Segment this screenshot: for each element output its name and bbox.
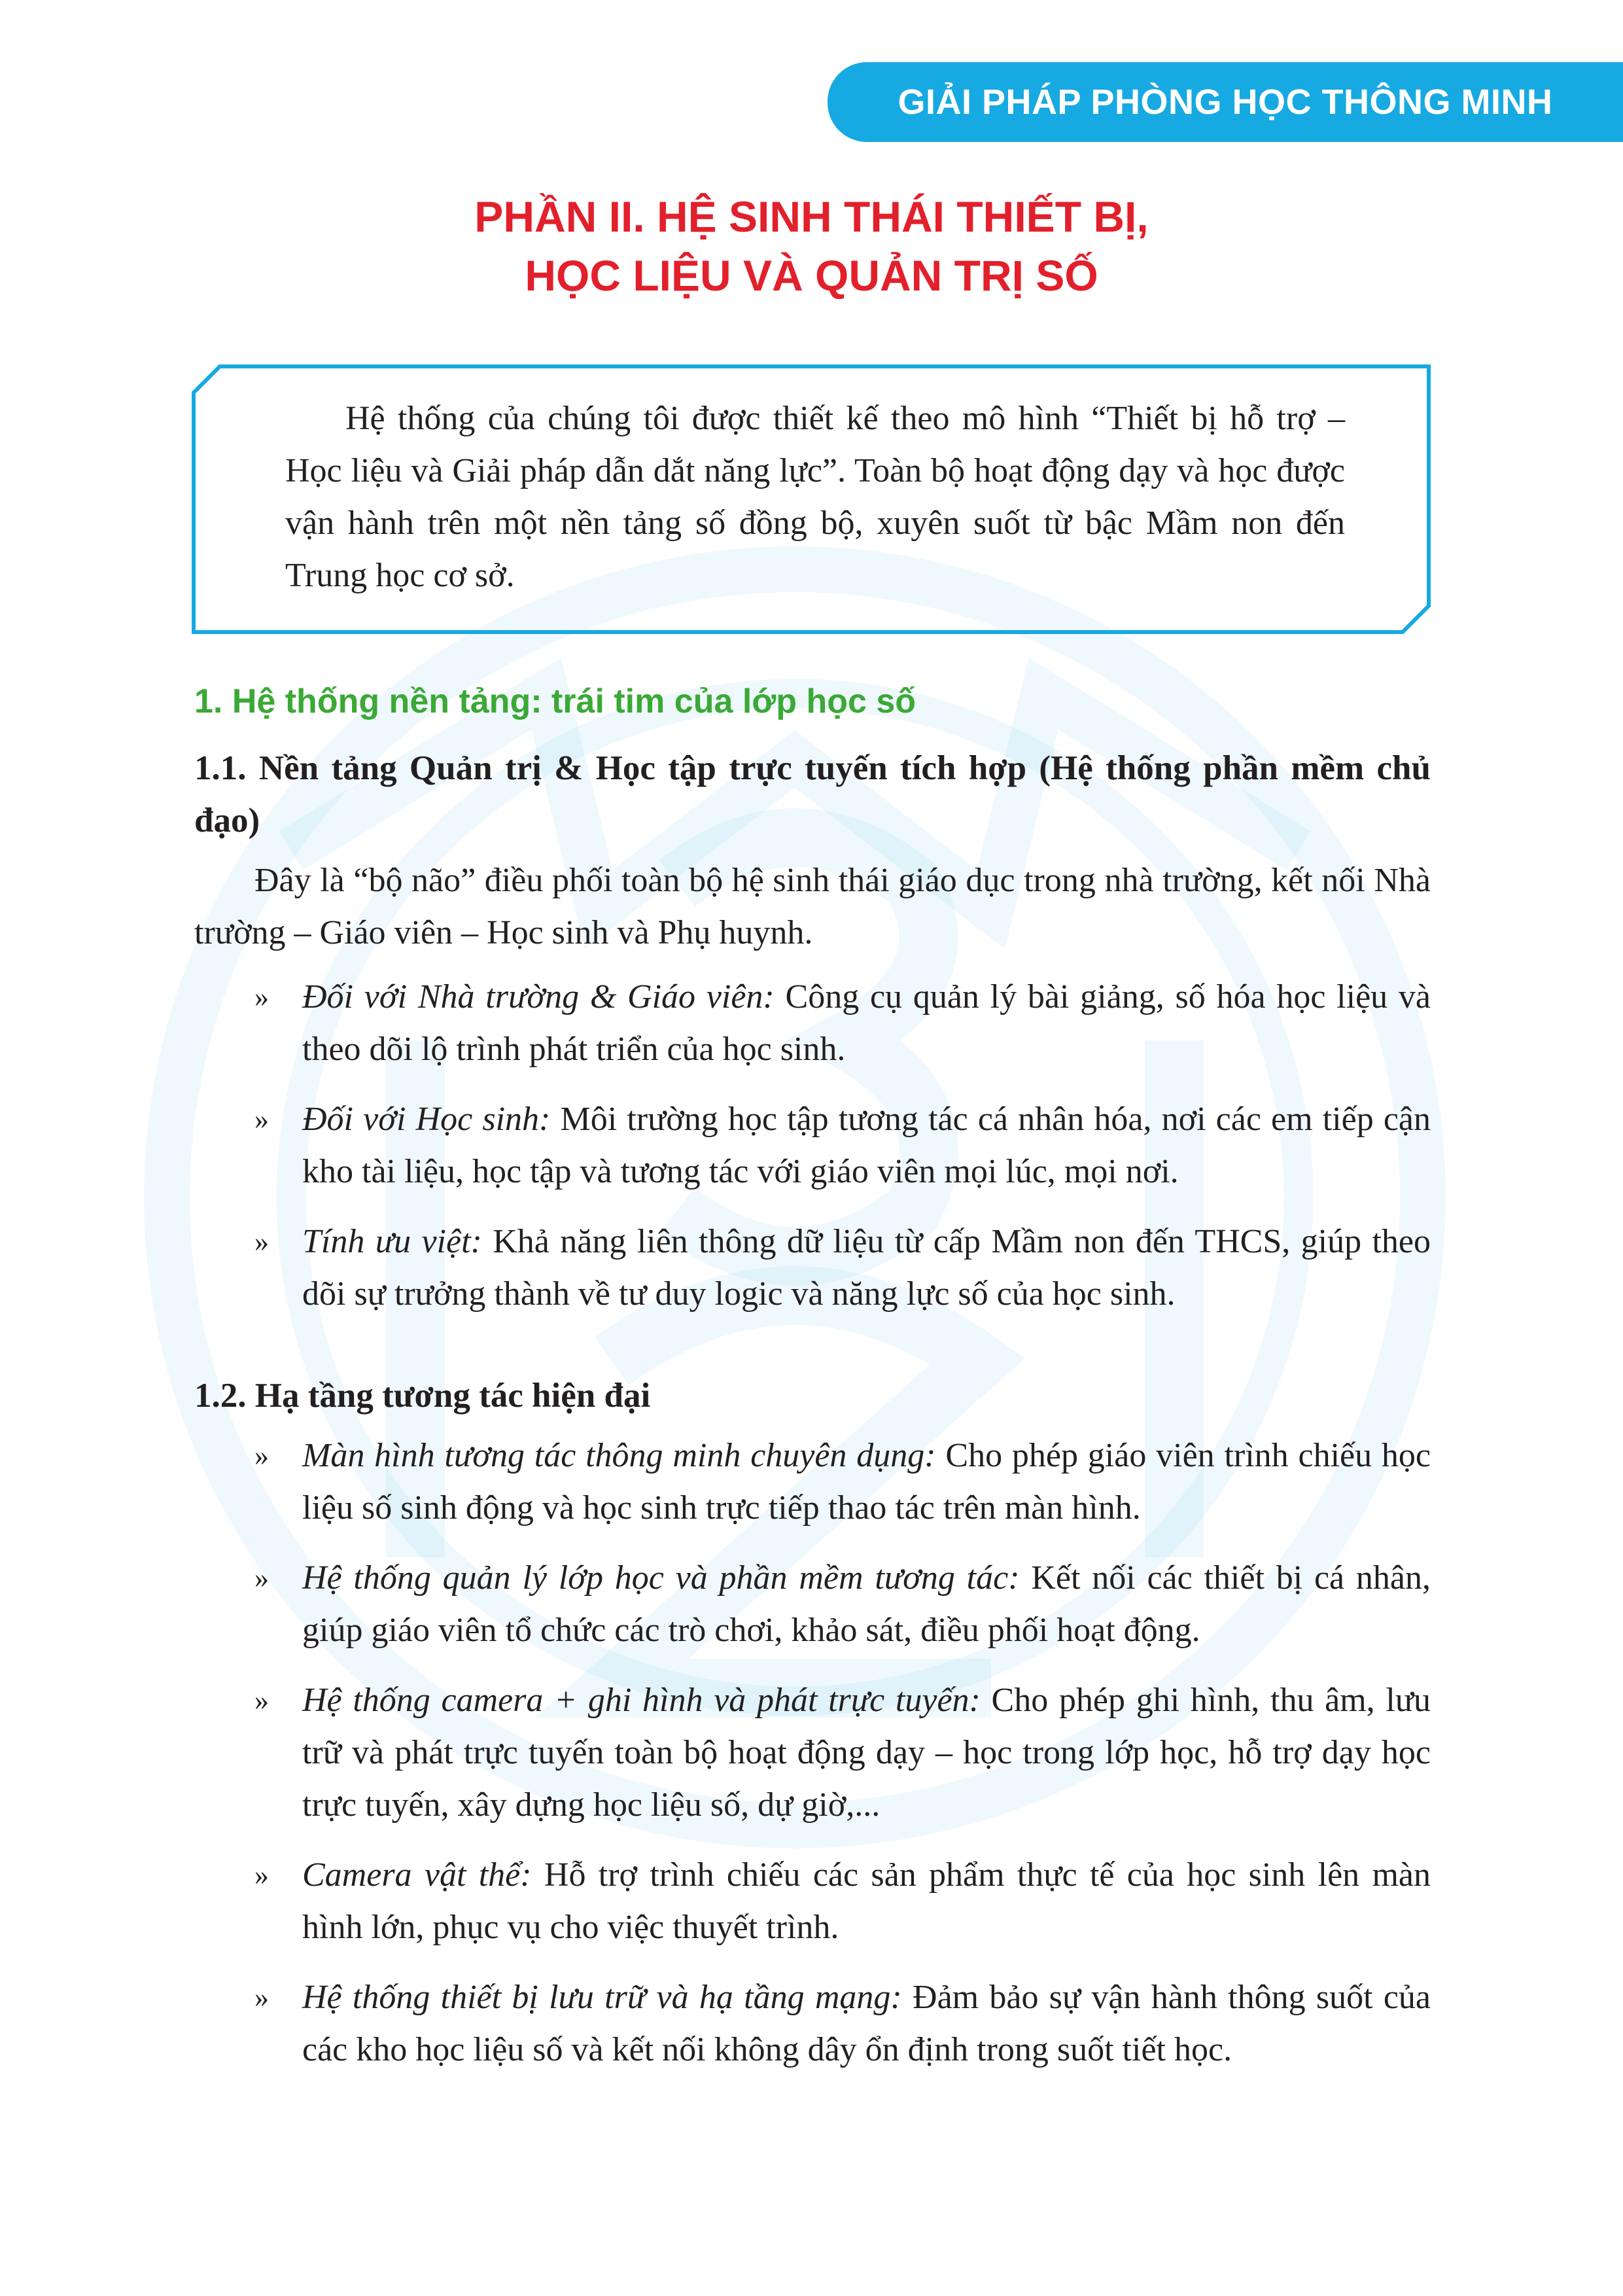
bullet-text: Công cụ quản lý bài giảng, số hóa học liệu và theo dõi lộ trình phát triển của học sinh.	[302, 978, 1431, 1068]
bullet-text: Cho phép giáo viên trình chiếu học liệu số sinh động và học sinh trực tiếp thao tác trên màn hình.	[302, 1437, 1431, 1527]
section-1-heading: 1. Hệ thống nền tảng: trái tim của lớp học số	[194, 682, 916, 720]
part-title	[0, 187, 1623, 305]
main-content	[194, 674, 1431, 2094]
bullet-text: Môi trường học tập tương tác cá nhân hóa, nơi các em tiếp cận kho tài liệu, học tập và tương tác với giáo viên mọi lúc, mọi nơi.	[302, 1101, 1431, 1190]
bullet-text: Hỗ trợ trình chiếu các sản phẩm thực tế của học sinh lên màn hình lớn, phục vụ cho việc thuyết trình.	[302, 1856, 1431, 1946]
bullet-icon: »	[254, 1103, 269, 1135]
subsection-1-1-heading: 1.1. Nền tảng Quản trị & Học tập trực tuyến tích hợp (Hệ thống phần mềm chủ đạo)	[194, 749, 1431, 839]
bullet-lead: Hệ thống thiết bị lưu trữ và hạ tầng mạng:	[302, 1979, 902, 2016]
bullet-icon: »	[254, 981, 269, 1013]
bullet-icon: »	[254, 1226, 269, 1258]
list-item	[194, 1093, 1431, 1198]
bullet-text: Khả năng liên thông dữ liệu từ cấp Mầm non đến THCS, giúp theo dõi sự trưởng thành về tư duy logic và năng lực số của học sinh.	[302, 1223, 1431, 1313]
spacer	[194, 1338, 1431, 1369]
subsection-1-2-list	[194, 1430, 1431, 2076]
subsection-1-1-paragraph: Đây là “bộ não” điều phối toàn bộ hệ sinh thái giáo dục trong nhà trường, kết nối Nhà trường – Giáo viên – Học sinh và Phụ huynh.	[194, 862, 1431, 951]
header-tab-label: GIẢI PHÁP PHÒNG HỌC THÔNG MINH	[898, 82, 1553, 122]
bullet-text: Cho phép ghi hình, thu âm, lưu trữ và phát trực tuyến toàn bộ hoạt động dạy – học trong lớp học, hỗ trợ dạy học trực tuyến, xây dựng học liệu số, dự giờ,...	[302, 1682, 1431, 1824]
header-section-tab	[828, 62, 1623, 142]
bullet-lead: Màn hình tương tác thông minh chuyên dụng:	[302, 1437, 936, 1474]
list-item	[194, 1849, 1431, 1954]
list-item	[194, 971, 1431, 1076]
bullet-icon: »	[254, 1684, 269, 1716]
bullet-icon: »	[254, 1859, 269, 1891]
bullet-text: Kết nối các thiết bị cá nhân, giúp giáo viên tổ chức các trò chơi, khảo sát, điều phối hoạt động.	[302, 1559, 1431, 1649]
list-item	[194, 1971, 1431, 2076]
bullet-lead: Hệ thống quản lý lớp học và phần mềm tương tác:	[302, 1559, 1020, 1597]
bullet-icon: »	[254, 1439, 269, 1472]
bullet-lead: Đối với Học sinh:	[302, 1101, 551, 1138]
list-item	[194, 1430, 1431, 1534]
intro-text: Hệ thống của chúng tôi được thiết kế theo mô hình “Thiết bị hỗ trợ – Học liệu và Giải pháp dẫn dắt năng lực”. Toàn bộ hoạt động dạy và học được vận hành trên một nền tảng số đồng bộ, xuyên suốt từ bậc Mầm non đến Trung học cơ sở.	[285, 400, 1345, 594]
bullet-lead: Hệ thống camera + ghi hình và phát trực tuyến:	[302, 1682, 981, 1719]
part-title-line-1: PHẦN II. HỆ SINH THÁI THIẾT BỊ,	[474, 192, 1149, 241]
subsection-1-1-list	[194, 971, 1431, 1320]
list-item	[194, 1674, 1431, 1831]
bullet-icon: »	[254, 1981, 269, 2013]
bullet-icon: »	[254, 1562, 269, 1594]
list-item	[194, 1552, 1431, 1657]
list-item	[194, 1216, 1431, 1320]
bullet-lead: Đối với Nhà trường & Giáo viên:	[302, 978, 775, 1016]
bullet-lead: Camera vật thể:	[302, 1856, 532, 1894]
bullet-text: Đảm bảo sự vận hành thông suốt của các kho học liệu số và kết nối không dây ổn định trong suốt tiết học.	[302, 1979, 1431, 2068]
subsection-1-2-heading: 1.2. Hạ tầng tương tác hiện đại	[194, 1377, 651, 1415]
part-title-line-2: HỌC LIỆU VÀ QUẢN TRỊ SỐ	[525, 251, 1098, 300]
intro-callout-box	[191, 364, 1431, 635]
bullet-lead: Tính ưu việt:	[302, 1223, 482, 1260]
